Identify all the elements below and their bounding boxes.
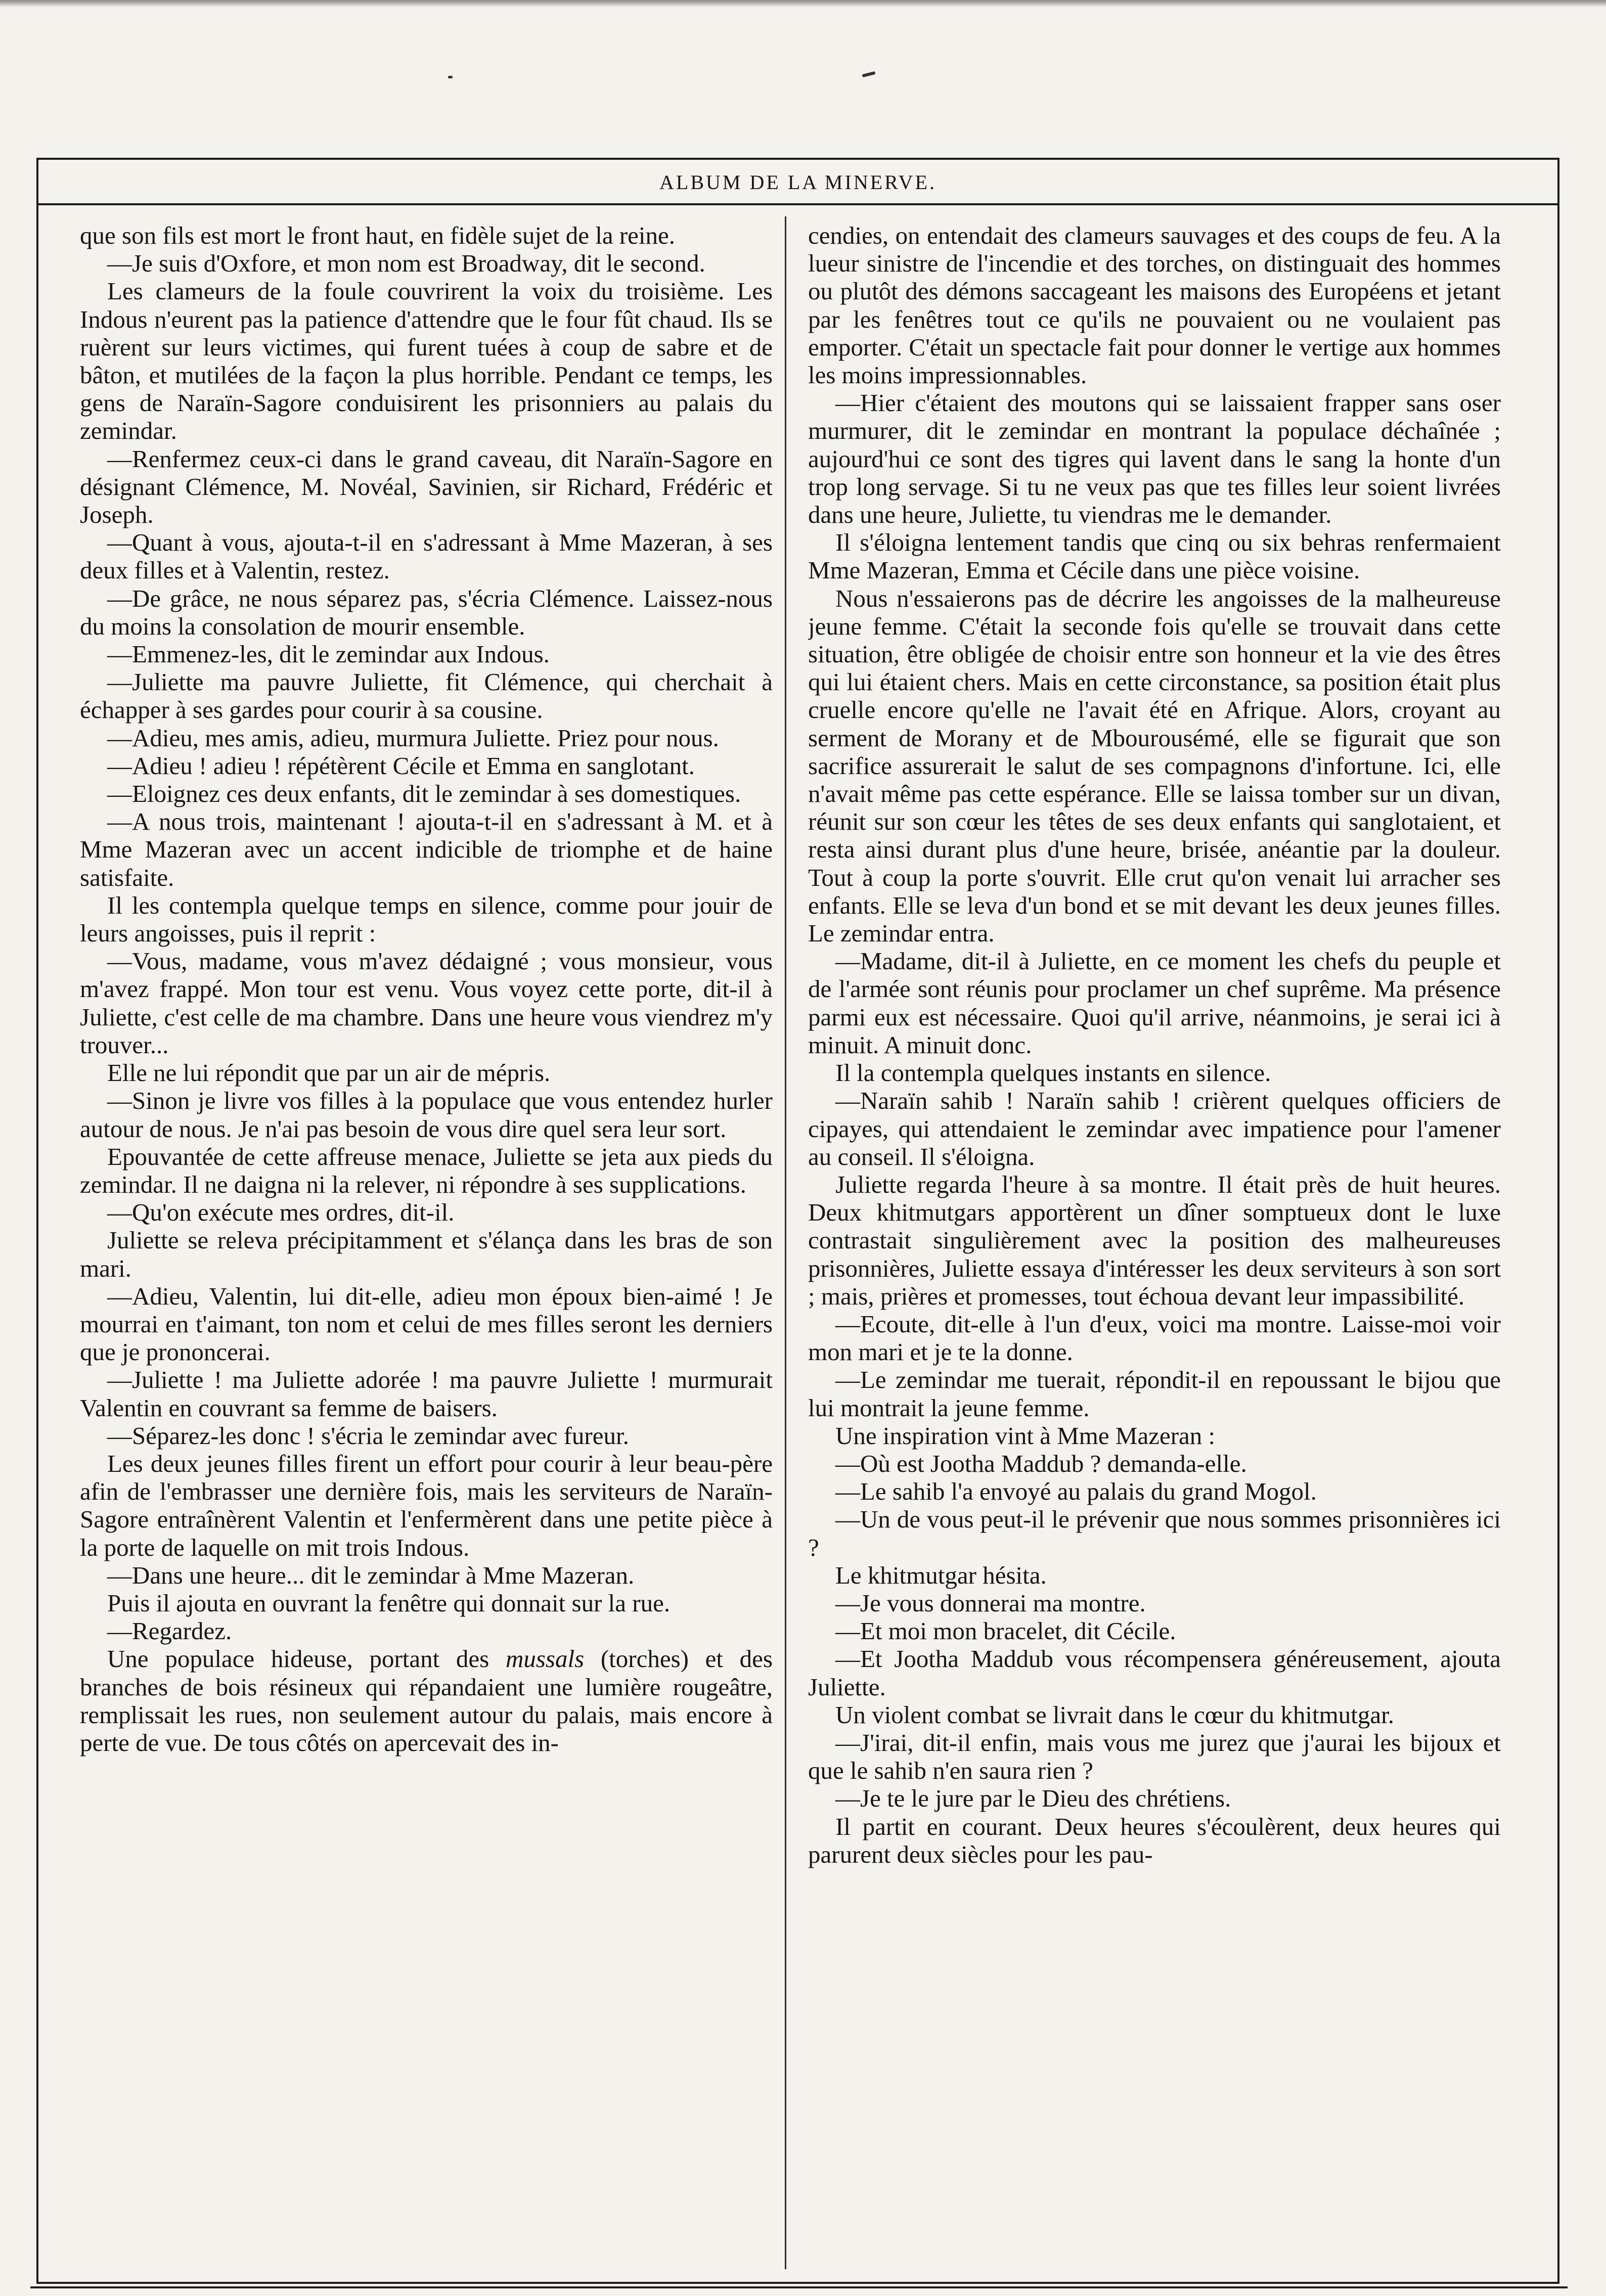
paragraph: —Juliette ! ma Juliette adorée ! ma pauvre Juliette ! murmurait Valentin en couvrant sa femme de baisers. <box>80 1366 773 1422</box>
paragraph: Il partit en courant. Deux heures s'écoulèrent, deux heures qui parurent deux siècles pour les pau- <box>808 1812 1501 1868</box>
paragraph: —Qu'on exécute mes ordres, dit-il. <box>107 1198 455 1227</box>
paragraph: —Un de vous peut-il le prévenir que nous sommes prisonnières ici ? <box>808 1505 1501 1561</box>
text-column-right <box>808 221 1501 2264</box>
paragraph: —Renfermez ceux-ci dans le grand caveau, dit Naraïn-Sagore en désignant Clémence, M. Novéal, Savinien, sir Richard, Frédéric et Joseph. <box>80 444 773 529</box>
paragraph: Une populace hideuse, portant des mussals (torches) et des branches de bois résineux qui répandaient une lumière rougeâtre, remplissait les rues, non seulement autour du palais, mais encore à perte de vue. De tous côtés on apercevait des in- <box>80 1645 773 1757</box>
paragraph: —Séparez-les donc ! s'écria le zemindar avec fureur. <box>107 1421 629 1450</box>
paragraph: —Juliette ma pauvre Juliette, fit Clémence, qui cherchait à échapper à ses gardes pour courir à sa cousine. <box>80 668 773 724</box>
paragraph: —Sinon je livre vos filles à la populace que vous entendez hurler autour de nous. Je n'ai pas besoin de vous dire quel sera leur sort. <box>80 1087 773 1143</box>
paragraph: Les deux jeunes filles firent un effort pour courir à leur beau-père afin de l'embrasser une dernière fois, mais les serviteurs de Naraïn-Sagore entraînèrent Valentin et l'enfermèrent dans une petite pièce à la porte de laquelle on mit trois Indous. <box>80 1449 773 1561</box>
paragraph: —Naraïn sahib ! Naraïn sahib ! crièrent quelques officiers de cipayes, qui attendaient le zemindar avec impatience pour l'amener au conseil. Il s'éloigna. <box>808 1087 1501 1170</box>
header-rule <box>38 203 1557 205</box>
paragraph: —Le zemindar me tuerait, répondit-il en repoussant le bijou que lui montrait la jeune femme. <box>808 1366 1501 1422</box>
paragraph: Le khitmutgar hésita. <box>835 1561 1047 1589</box>
paragraph: —De grâce, ne nous séparez pas, s'écria Clémence. Laissez-nous du moins la consolation de mourir ensemble. <box>80 584 773 640</box>
paragraph: —Adieu, mes amis, adieu, murmura Juliette. Priez pour nous. <box>107 724 719 752</box>
paragraph: —Hier c'étaient des moutons qui se laissaient frapper sans oser murmurer, dit le zemindar en montrant la populace déchaînée ; aujourd'hui ce sont des tigres qui lavent dans le sang la honte d'un trop long servage. Si tu ne veux pas que tes filles leur soient livrées dans une heure, Juliette, tu viendras me le demander. <box>808 389 1501 529</box>
ink-speck <box>862 71 876 77</box>
paragraph: —Vous, madame, vous m'avez dédaigné ; vous monsieur, vous m'avez frappé. Mon tour est venu. Vous voyez cette porte, dit-il à Juliette, c'est celle de ma chambre. Dans une heure vous viendrez m'y trouver... <box>80 947 773 1059</box>
italic-term: mussals <box>505 1645 585 1673</box>
paragraph: Puis il ajouta en ouvrant la fenêtre qui donnait sur la rue. <box>107 1589 671 1617</box>
running-header: ALBUM DE LA MINERVE. <box>659 171 936 194</box>
paragraph: Nous n'essaierons pas de décrire les angoisses de la malheureuse jeune femme. C'était la seconde fois qu'elle se trouvait dans cette situation, être obligée de choisir entre son honneur et la vie des êtres qui lui étaient chers. Mais en cette circonstance, sa position était plus cruelle encore qu'elle ne l'avait été en Afrique. Alors, croyant au serment de Morany et de Mbourousémé, elle se figurait que son sacrifice assurerait le salut de ses compagnons d'infortune. Ici, elle n'avait même pas cette espérance. Elle se laissa tomber sur un divan, réunit sur son cœur les têtes de ses deux enfants qui sanglotaient, et resta ainsi durant plus d'une heure, brisée, anéantie par la douleur. Tout à coup la porte s'ouvrit. Elle crut qu'on venait lui arracher ses enfants. Elle se leva d'un bond et se mit devant les deux jeunes filles. Le zemindar entra. <box>808 584 1501 948</box>
paragraph: —Quant à vous, ajouta-t-il en s'adressant à Mme Mazeran, à ses deux filles et à Valentin, restez. <box>80 528 773 584</box>
paragraph: Il les contempla quelque temps en silence, comme pour jouir de leurs angoisses, puis il reprit : <box>80 891 773 948</box>
paragraph: Les clameurs de la foule couvrirent la voix du troisième. Les Indous n'eurent pas la patience d'attendre que le four fût chaud. Ils se ruèrent sur leurs victimes, qui furent tuées à coup de sabre et de bâton, et mutilées de la façon la plus horrible. Pendant ce temps, les gens de Naraïn-Sagore conduisirent les prisonniers au palais du zemindar. <box>80 277 773 445</box>
paragraph: Il la contempla quelques instants en silence. <box>835 1059 1271 1087</box>
paragraph: —Madame, dit-il à Juliette, en ce moment les chefs du peuple et de l'armée sont réunis pour proclamer un chef suprême. Ma présence parmi eux est nécessaire. Quoi qu'il arrive, néanmoins, je serai ici à minuit. A minuit donc. <box>808 947 1501 1059</box>
paragraph: —Et Jootha Maddub vous récompensera généreusement, ajouta Juliette. <box>808 1645 1501 1701</box>
paragraph: Un violent combat se livrait dans le cœur du khitmutgar. <box>835 1700 1394 1729</box>
column-separator <box>785 216 786 2269</box>
paragraph: —Je te le jure par le Dieu des chrétiens. <box>835 1784 1231 1813</box>
paragraph: —Et moi mon bracelet, dit Cécile. <box>835 1617 1176 1645</box>
paragraph: —Je suis d'Oxfore, et mon nom est Broadway, dit le second. <box>107 249 705 278</box>
paragraph: —Adieu, Valentin, lui dit-elle, adieu mon époux bien-aimé ! Je mourrai en t'aimant, ton nom et celui de mes filles seront les derniers que je prononcerai. <box>80 1282 773 1366</box>
paragraph: Elle ne lui répondit que par un air de mépris. <box>107 1059 551 1087</box>
paragraph: —Où est Jootha Maddub ? demanda-elle. <box>835 1449 1247 1477</box>
page-top-edge <box>0 0 1606 7</box>
paragraph: —Emmenez-les, dit le zemindar aux Indous. <box>107 640 550 668</box>
paragraph: Il s'éloigna lentement tandis que cinq ou six behras renfermaient Mme Mazeran, Emma et Cécile dans une pièce voisine. <box>808 528 1501 584</box>
text-column-left <box>80 221 773 2264</box>
paragraph: Juliette se releva précipitamment et s'élança dans les bras de son mari. <box>80 1226 773 1282</box>
paragraph: —Je vous donnerai ma montre. <box>835 1589 1146 1617</box>
paragraph: —Adieu ! adieu ! répétèrent Cécile et Emma en sanglotant. <box>107 751 695 780</box>
paragraph: cendies, on entendait des clameurs sauvages et des coups de feu. A la lueur sinistre de l'incendie et des torches, on distinguait des hommes ou plutôt des démons saccageant les maisons des Européens et jetant par les fenêtres tout ce qu'ils ne pouvaient ou ne voulaient pas emporter. C'était un spectacle fait pour donner le vertige aux hommes les moins impressionnables. <box>808 221 1501 389</box>
paragraph: que son fils est mort le front haut, en fidèle sujet de la reine. <box>80 221 676 249</box>
paragraph: Epouvantée de cette affreuse menace, Juliette se jeta aux pieds du zemindar. Il ne daigna ni la relever, ni répondre à ses supplications. <box>80 1142 773 1198</box>
paragraph: —A nous trois, maintenant ! ajouta-t-il en s'adressant à M. et à Mme Mazeran avec un accent indicible de triomphe et de haine satisfaite. <box>80 807 773 891</box>
paragraph: —Le sahib l'a envoyé au palais du grand Mogol. <box>835 1477 1317 1506</box>
page-frame <box>36 158 1559 2284</box>
page-bottom-rule <box>30 2286 1568 2288</box>
paragraph: —Ecoute, dit-elle à l'un d'eux, voici ma montre. Laisse-moi voir mon mari et je te la donne. <box>808 1310 1501 1366</box>
paragraph: Juliette regarda l'heure à sa montre. Il était près de huit heures. Deux khitmutgars apportèrent un dîner somptueux dont le luxe contrastait singulièrement avec la position des malheureuses prisonnières, Juliette essaya d'intéresser les deux serviteurs à son sort ; mais, prières et promesses, tout échoua devant leur impassibilité. <box>808 1170 1501 1310</box>
paragraph: —J'irai, dit-il enfin, mais vous me jurez que j'aurai les bijoux et que le sahib n'en saura rien ? <box>808 1728 1501 1785</box>
paragraph: Une inspiration vint à Mme Mazeran : <box>835 1421 1216 1450</box>
paragraph: —Eloignez ces deux enfants, dit le zemindar à ses domestiques. <box>107 780 741 808</box>
ink-speck <box>448 76 453 78</box>
paragraph: —Regardez. <box>107 1617 232 1645</box>
paragraph: —Dans une heure... dit le zemindar à Mme Mazeran. <box>107 1561 635 1589</box>
